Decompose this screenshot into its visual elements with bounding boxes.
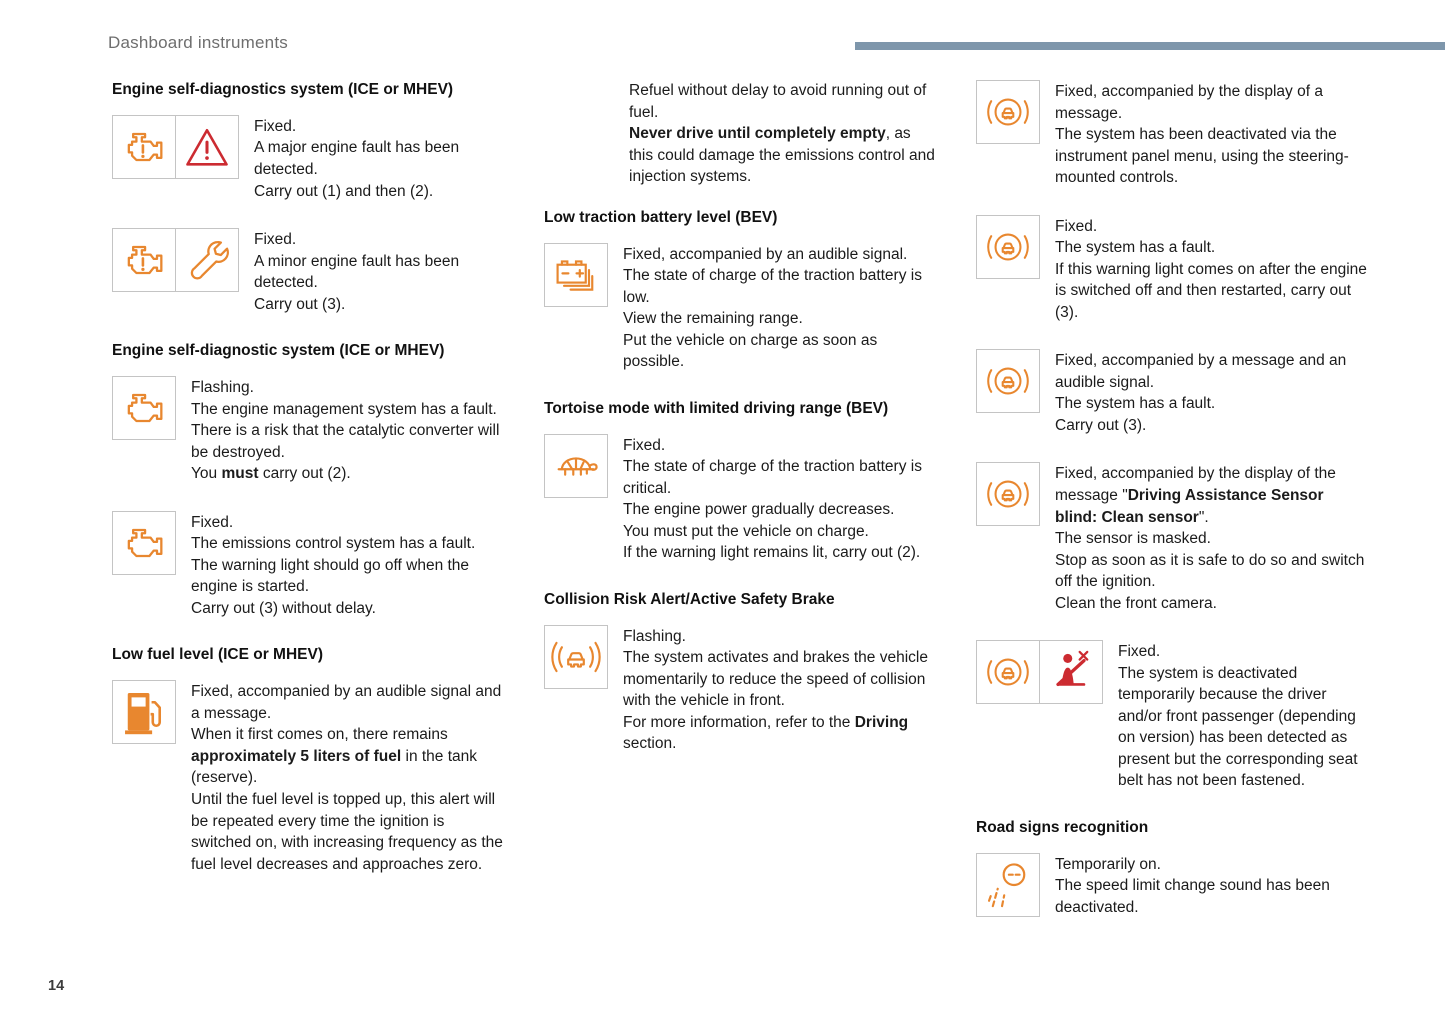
warning-entry-low-fuel (112, 680, 504, 875)
accent-bar (855, 42, 1445, 50)
engine-warning-icon (112, 115, 176, 179)
section-heading-road-signs-recognition: Road signs recognition (976, 818, 1149, 836)
section-heading-tortoise-mode: Tortoise mode with limited driving range (BEV) (544, 399, 889, 417)
section-heading-collision-risk-alert: Collision Risk Alert/Active Safety Brake (544, 590, 835, 608)
entry-text: Temporarily on. The speed limit change sound has been deactivated. (1055, 855, 1330, 916)
entry-text: Fixed, accompanied by the display of the message "Driving Assistance Sensor blind: Clean sensor". The sensor is masked. Stop as soon as it is safe to do so and switch off the ignition. Clean the front camera. (1055, 465, 1365, 612)
icon-pair (112, 228, 239, 292)
driving-assistance-icon (976, 215, 1040, 279)
road-signs-recognition-icon (976, 853, 1040, 917)
warning-entry-traction-battery-low (544, 243, 936, 373)
icon-pair (112, 115, 239, 179)
low-fuel-continuation-text: Refuel without delay to avoid running out of fuel. Never drive until completely empty, as this could damage the emissions control and injection systems. (629, 82, 935, 186)
column-1 (112, 80, 504, 944)
page-number: 14 (48, 978, 65, 994)
collision-risk-alert-icon (544, 625, 608, 689)
entry-text: Fixed. The emissions control system has a fault. The warning light should go off when the engine is started. Carry out (3) without delay. (191, 513, 476, 617)
section-heading-engine-self-diagnostic: Engine self-diagnostic system (ICE or MHEV) (112, 342, 445, 360)
entry-text: Fixed, accompanied by an audible signal. The state of charge of the traction battery is low. View the remaining range. Put the vehicle on charge as soon as possible. (623, 245, 922, 371)
engine-icon (112, 376, 176, 440)
content-columns (112, 80, 1368, 944)
warning-entry-road-signs (976, 853, 1368, 919)
traction-battery-icon (544, 243, 608, 307)
entry-text: Fixed, accompanied by an audible signal and a message. When it first comes on, there remains approximately 5 liters of fuel in the tank (reserve). Until the fuel level is topped up, this alert will be repeated every time the ignition is switched on, with increasing frequency as the fuel level decreases and approaches zero. (191, 683, 503, 873)
entry-text: Fixed. A major engine fault has been detected. Carry out (1) and then (2). (254, 117, 460, 200)
page-header-title: Dashboard instruments (108, 33, 288, 52)
driving-assistance-icon (976, 462, 1040, 526)
icon-pair (976, 640, 1103, 704)
entry-text: Flashing. The engine management system has a fault. There is a risk that the catalytic converter will be destroyed. You must carry out (2). (191, 379, 500, 483)
wrench-icon (175, 228, 239, 292)
entry-text: Fixed. The system is deactivated temporarily because the driver and/or front passenger (depending on version) has been detected as present but the corresponding seat belt has not been fastened. (1118, 643, 1358, 790)
entry-text: Flashing. The system activates and brakes the vehicle momentarily to reduce the speed of collision with the vehicle in front. For more information, refer to the Driving section. (623, 627, 928, 753)
warning-entry-assist-fault-message (976, 349, 1368, 436)
warning-entry-minor-engine-fault (112, 228, 504, 315)
entry-text: Fixed, accompanied by a message and an audible signal. The system has a fault. Carry out (3). (1055, 352, 1347, 434)
entry-text: Fixed, accompanied by the display of a message. The system has been deactivated via the instrument panel menu, using the steering-mounted controls. (1055, 83, 1349, 187)
column-2 (544, 80, 936, 944)
warning-entry-collision-risk (544, 625, 936, 755)
section-heading-low-fuel-level: Low fuel level (ICE or MHEV) (112, 646, 323, 664)
section-heading-engine-self-diagnostics: Engine self-diagnostics system (ICE or MHEV) (112, 81, 454, 98)
driving-assistance-icon (976, 80, 1040, 144)
engine-icon (112, 511, 176, 575)
warning-entry-engine-management-fault (112, 376, 504, 485)
engine-warning-icon (112, 228, 176, 292)
column-3 (976, 80, 1368, 944)
warning-entry-sensor-blind (976, 462, 1368, 614)
entry-text: Fixed. A minor engine fault has been detected. Carry out (3). (254, 231, 460, 313)
warning-entry-emissions-control-fault (112, 511, 504, 620)
warning-entry-tortoise-mode (544, 434, 936, 564)
entry-text: Fixed. The system has a fault. If this warning light comes on after the engine is switched off and then restarted, carry out (3). (1055, 217, 1367, 321)
warning-entry-major-engine-fault (112, 115, 504, 202)
fuel-pump-icon (112, 680, 176, 744)
warning-entry-assist-fault (976, 215, 1368, 324)
driving-assistance-icon (976, 349, 1040, 413)
entry-text: Fixed. The state of charge of the traction battery is critical. The engine power gradually decreases. You must put the vehicle on charge. If the warning light remains lit, carry out (2). (623, 436, 922, 562)
section-heading-low-traction-battery: Low traction battery level (BEV) (544, 208, 778, 226)
seatbelt-warning-icon (1039, 640, 1103, 704)
warning-entry-assist-deactivated (976, 80, 1368, 189)
warning-triangle-icon (175, 115, 239, 179)
driving-assistance-icon (976, 640, 1040, 704)
warning-entry-seatbelt-not-fastened (976, 640, 1368, 792)
tortoise-icon (544, 434, 608, 498)
